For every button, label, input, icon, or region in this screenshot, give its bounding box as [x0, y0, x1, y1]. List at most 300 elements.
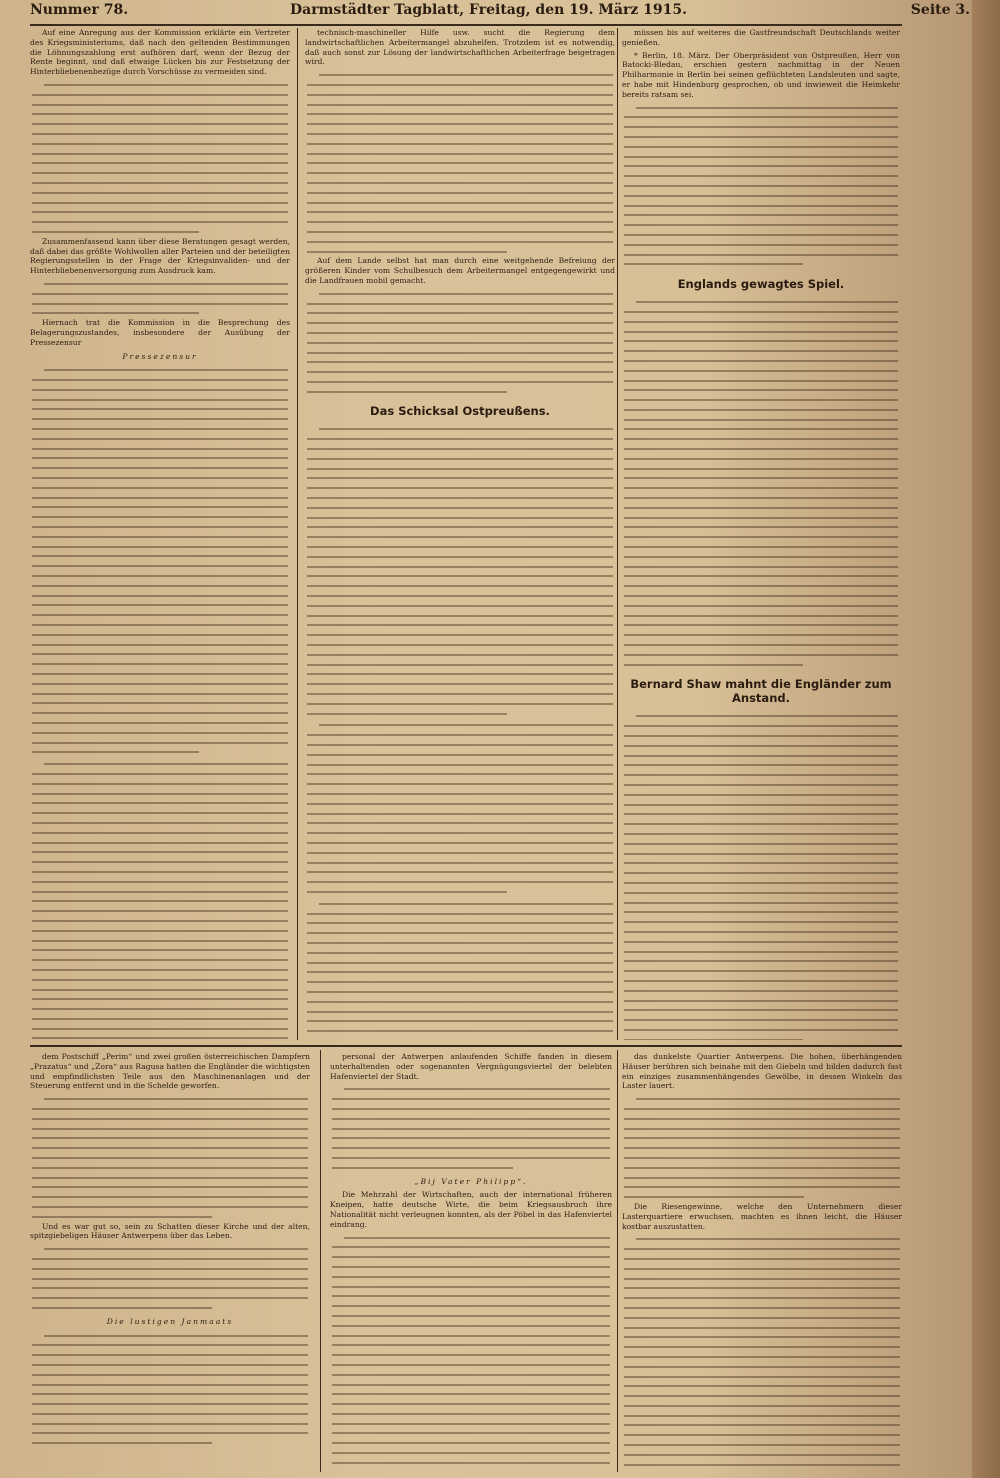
- text-line: [622, 721, 900, 731]
- text-line: [305, 958, 615, 968]
- text-line: [30, 444, 290, 454]
- text-line: [622, 1133, 902, 1143]
- text-line: [330, 1153, 612, 1163]
- text-line: [622, 1381, 902, 1391]
- text-line: [622, 356, 900, 366]
- text-line: [622, 483, 900, 493]
- text-line: [30, 630, 290, 640]
- text-line: [30, 119, 290, 129]
- text-block: [30, 365, 290, 757]
- text-line: [622, 760, 900, 770]
- text-line: [30, 738, 290, 748]
- article-paragraph: personal der Antwerpen anlaufenden Schiffe fanden in diesem unterhaltenden oder sogenannten Vergnügungsviertel der belebten Hafenviertel der Stadt.: [330, 1052, 612, 1081]
- text-line: [305, 948, 615, 958]
- text-line: [305, 611, 615, 621]
- text-line: [305, 601, 615, 611]
- text-block: [305, 720, 615, 896]
- text-line: [622, 660, 900, 670]
- text-line: [622, 454, 900, 464]
- text-line: [30, 896, 290, 906]
- text-line: [30, 1254, 310, 1264]
- text-line: [30, 434, 290, 444]
- text-line: [30, 600, 290, 610]
- text-line: [622, 1401, 902, 1411]
- text-line: [30, 1293, 310, 1303]
- text-line: [330, 1428, 612, 1438]
- text-line: [305, 80, 615, 90]
- text-line: [622, 1352, 902, 1362]
- text-line: [305, 938, 615, 948]
- text-line: [30, 728, 290, 738]
- text-line: [330, 1360, 612, 1370]
- text-line: [622, 1332, 902, 1342]
- text-line: [305, 119, 615, 129]
- text-line: [30, 289, 290, 299]
- text-line: [330, 1468, 612, 1472]
- article-paragraph: müssen bis auf weiteres die Gastfreundschaft Deutschlands weiter genießen.: [622, 28, 900, 47]
- text-line: [622, 1264, 902, 1274]
- text-line: [30, 838, 290, 848]
- text-line: [622, 297, 900, 307]
- text-line: [330, 1380, 612, 1390]
- text-line: [30, 1212, 310, 1222]
- text-line: [305, 858, 615, 868]
- text-line: [30, 759, 290, 769]
- text-line: [622, 1124, 902, 1134]
- text-line: [305, 308, 615, 318]
- text-line: [622, 152, 900, 162]
- text-line: [305, 828, 615, 838]
- text-line: [622, 741, 900, 751]
- text-line: [305, 799, 615, 809]
- text-line: [30, 1428, 310, 1438]
- text-line: [30, 867, 290, 877]
- text-line: [330, 1262, 612, 1272]
- text-line: [30, 610, 290, 620]
- column-6: [622, 1052, 902, 1472]
- subheading-janmaats: Die lustigen Janmaats: [106, 1316, 234, 1326]
- text-line: [622, 620, 900, 630]
- text-line: [622, 161, 900, 171]
- text-line: [305, 532, 615, 542]
- text-line: [622, 996, 900, 1006]
- text-line: [305, 899, 615, 909]
- text-block: [305, 424, 615, 718]
- text-line: [622, 839, 900, 849]
- text-line: [30, 100, 290, 110]
- text-line: [305, 1036, 615, 1040]
- text-line: [622, 181, 900, 191]
- text-block: [330, 1233, 612, 1472]
- text-line: [30, 798, 290, 808]
- text-line: [305, 809, 615, 819]
- text-line: [305, 247, 615, 257]
- text-line: [30, 1153, 310, 1163]
- text-line: [622, 849, 900, 859]
- text-line: [305, 207, 615, 217]
- text-line: [330, 1331, 612, 1341]
- text-line: [305, 1026, 615, 1036]
- text-line: [30, 1124, 310, 1134]
- text-line: [305, 109, 615, 119]
- text-line: [622, 751, 900, 761]
- masthead-date: Darmstädter Tagblatt, Freitag, den 19. März 1915.: [290, 2, 687, 18]
- text-line: [30, 955, 290, 965]
- text-line: [622, 1460, 902, 1470]
- text-line: [622, 1411, 902, 1421]
- text-line: [30, 1024, 290, 1034]
- text-line: [30, 1438, 310, 1448]
- text-line: [305, 348, 615, 358]
- text-line: [30, 483, 290, 493]
- text-line: [30, 1033, 290, 1040]
- text-line: [30, 129, 290, 139]
- text-line: [30, 502, 290, 512]
- text-line: [30, 1274, 310, 1284]
- text-line: [622, 1005, 900, 1015]
- column-1: [30, 28, 290, 1040]
- text-line: [305, 338, 615, 348]
- text-line: [305, 779, 615, 789]
- text-line: [622, 317, 900, 327]
- text-line: [330, 1350, 612, 1360]
- text-line: [622, 336, 900, 346]
- text-line: [305, 630, 615, 640]
- text-line: [305, 178, 615, 188]
- text-line: [30, 404, 290, 414]
- text-line: [30, 542, 290, 552]
- text-line: [622, 132, 900, 142]
- text-line: [622, 240, 900, 250]
- text-line: [30, 1014, 290, 1024]
- text-line: [622, 191, 900, 201]
- text-line: [622, 1391, 902, 1401]
- column-4: [30, 1052, 310, 1472]
- text-line: [622, 112, 900, 122]
- column-2: [305, 28, 615, 1040]
- text-line: [622, 986, 900, 996]
- text-line: [305, 289, 615, 299]
- text-block: [622, 711, 900, 1040]
- text-line: [305, 760, 615, 770]
- text-line: [305, 434, 615, 444]
- text-line: [30, 1409, 310, 1419]
- text-block: [622, 1234, 902, 1472]
- text-line: [30, 1399, 310, 1409]
- text-line: [622, 1035, 900, 1040]
- text-line: [305, 493, 615, 503]
- text-line: [30, 168, 290, 178]
- text-line: [305, 1007, 615, 1017]
- text-line: [30, 463, 290, 473]
- text-line: [305, 454, 615, 464]
- text-block: [622, 103, 900, 270]
- column-rule: [297, 28, 298, 1040]
- text-line: [305, 997, 615, 1007]
- article-paragraph: das dunkelste Quartier Antwerpens. Die hohen, überhängenden Häuser berühren sich beinahe mit den Giebeln und bilden dadurch fast ein einziges zusammenhängendes Gewölbe, in dessen Winkeln das Laster lauert.: [622, 1052, 902, 1091]
- text-line: [30, 1360, 310, 1370]
- text-line: [305, 887, 615, 897]
- text-line: [330, 1163, 612, 1173]
- text-line: [30, 916, 290, 926]
- text-line: [305, 168, 615, 178]
- text-line: [30, 1419, 310, 1429]
- text-line: [30, 581, 290, 591]
- text-block: [30, 1244, 310, 1313]
- text-line: [622, 809, 900, 819]
- text-line: [30, 779, 290, 789]
- text-line: [622, 640, 900, 650]
- text-line: [30, 385, 290, 395]
- text-line: [330, 1389, 612, 1399]
- text-line: [330, 1133, 612, 1143]
- issue-number: Nummer 78.: [30, 2, 129, 18]
- text-line: [305, 444, 615, 454]
- text-line: [305, 640, 615, 650]
- text-line: [30, 1340, 310, 1350]
- column-rule: [617, 1050, 618, 1472]
- text-line: [305, 689, 615, 699]
- text-line: [622, 103, 900, 113]
- text-line: [305, 158, 615, 168]
- text-line: [622, 327, 900, 337]
- text-line: [305, 699, 615, 709]
- text-line: [622, 858, 900, 868]
- text-line: [30, 493, 290, 503]
- text-line: [30, 1133, 310, 1143]
- text-block: [622, 1094, 902, 1202]
- text-line: [622, 503, 900, 513]
- text-line: [30, 375, 290, 385]
- text-line: [305, 620, 615, 630]
- text-line: [305, 769, 615, 779]
- text-line: [330, 1104, 612, 1114]
- article-paragraph: Zusammenfassend kann über diese Beratungen gesagt werden, daß dabei das größte Wohlwollen aller Parteien und der beteiligten Regierungsstellen in der Frage der Kriegsinvaliden- und der Hinterbliebenenversorgung zum Ausdruck kam.: [30, 236, 290, 276]
- text-line: [305, 709, 615, 719]
- text-line: [622, 259, 900, 269]
- text-line: [305, 730, 615, 740]
- text-block: [305, 289, 615, 397]
- page-number: Seite 3.: [910, 2, 970, 18]
- text-line: [622, 1293, 902, 1303]
- text-line: [622, 1114, 902, 1124]
- text-line: [30, 1114, 310, 1124]
- text-line: [330, 1094, 612, 1104]
- text-line: [622, 937, 900, 947]
- page-edge-shadow: [972, 0, 1000, 1478]
- text-line: [622, 405, 900, 415]
- text-line: [622, 1153, 902, 1163]
- text-line: [30, 847, 290, 857]
- text-line: [622, 1192, 902, 1202]
- text-line: [622, 220, 900, 230]
- text-line: [622, 1342, 902, 1352]
- text-line: [622, 307, 900, 317]
- text-line: [622, 790, 900, 800]
- subheading-pressezensur: Pressezensur: [122, 351, 198, 361]
- text-line: [622, 917, 900, 927]
- text-line: [30, 571, 290, 581]
- text-line: [30, 994, 290, 1004]
- text-line: [622, 1450, 902, 1460]
- text-line: [622, 819, 900, 829]
- text-line: [305, 740, 615, 750]
- text-line: [305, 928, 615, 938]
- text-line: [305, 188, 615, 198]
- text-block: [305, 899, 615, 1040]
- article-paragraph: Hiernach trat die Kommission in die Besprechung des Belagerungszustandes, insbesondere der Ausübung der Pressezensur: [30, 318, 290, 347]
- text-line: [30, 1370, 310, 1380]
- text-line: [30, 561, 290, 571]
- text-line: [30, 109, 290, 119]
- text-line: [305, 227, 615, 237]
- text-line: [330, 1399, 612, 1409]
- text-line: [30, 207, 290, 217]
- article-paragraph: * Berlin, 18. März. Der Oberpräsident von Ostpreußen, Herr von Batocki-Bledau, erschien gestern nachmittag in der Neuen Philharmonie in Berlin bei seinen geflüchteten Landsleuten und sagte, er habe mit Hindenburg gesprochen, ob und inwieweit die Heimkehr bereits ratsam sei.: [622, 50, 900, 99]
- text-line: [305, 522, 615, 532]
- column-5: [330, 1052, 612, 1472]
- text-line: [305, 139, 615, 149]
- text-line: [622, 966, 900, 976]
- text-line: [622, 1015, 900, 1025]
- text-line: [305, 867, 615, 877]
- text-block: [30, 1331, 310, 1449]
- text-line: [30, 365, 290, 375]
- text-line: [330, 1291, 612, 1301]
- text-line: [622, 770, 900, 780]
- text-line: [30, 789, 290, 799]
- text-line: [305, 70, 615, 80]
- text-line: [30, 308, 290, 318]
- header-rule: [30, 24, 902, 26]
- text-line: [30, 985, 290, 995]
- text-line: [330, 1311, 612, 1321]
- text-line: [30, 1173, 310, 1183]
- text-line: [622, 878, 900, 888]
- text-line: [622, 434, 900, 444]
- text-line: [330, 1458, 612, 1468]
- text-line: [30, 299, 290, 309]
- text-line: [305, 129, 615, 139]
- text-line: [330, 1242, 612, 1252]
- text-line: [305, 918, 615, 928]
- text-line: [30, 1192, 310, 1202]
- text-line: [622, 513, 900, 523]
- text-line: [30, 1331, 310, 1341]
- text-line: [30, 649, 290, 659]
- text-line: [30, 1143, 310, 1153]
- text-line: [30, 679, 290, 689]
- text-line: [30, 1182, 310, 1192]
- text-line: [330, 1084, 612, 1094]
- text-line: [305, 720, 615, 730]
- text-line: [622, 780, 900, 790]
- text-line: [30, 473, 290, 483]
- text-line: [622, 581, 900, 591]
- text-line: [30, 926, 290, 936]
- text-line: [305, 464, 615, 474]
- text-block: [305, 70, 615, 256]
- text-line: [622, 171, 900, 181]
- text-line: [622, 250, 900, 260]
- text-line: [622, 444, 900, 454]
- section-rule: [30, 1045, 902, 1047]
- text-line: [305, 198, 615, 208]
- text-line: [305, 217, 615, 227]
- text-line: [305, 483, 615, 493]
- text-line: [30, 747, 290, 757]
- text-line: [305, 237, 615, 247]
- text-line: [305, 571, 615, 581]
- text-line: [30, 512, 290, 522]
- text-line: [30, 532, 290, 542]
- text-line: [622, 552, 900, 562]
- text-line: [622, 210, 900, 220]
- text-line: [30, 1389, 310, 1399]
- text-line: [622, 1173, 902, 1183]
- text-line: [622, 424, 900, 434]
- text-line: [622, 464, 900, 474]
- text-line: [305, 424, 615, 434]
- text-line: [305, 387, 615, 397]
- text-line: [305, 660, 615, 670]
- text-line: [622, 473, 900, 483]
- text-line: [305, 562, 615, 572]
- text-line: [30, 945, 290, 955]
- text-line: [30, 1283, 310, 1293]
- text-line: [622, 1469, 902, 1472]
- text-line: [330, 1448, 612, 1458]
- text-line: [30, 1244, 310, 1254]
- text-line: [30, 689, 290, 699]
- text-line: [30, 659, 290, 669]
- text-line: [622, 1244, 902, 1254]
- text-line: [30, 818, 290, 828]
- text-line: [30, 178, 290, 188]
- headline-shaw: Bernard Shaw mahnt die Engländer zum Anstand.: [630, 677, 892, 706]
- text-line: [305, 909, 615, 919]
- text-line: [30, 808, 290, 818]
- article-paragraph: Auf eine Anregung aus der Kommission erklärte ein Vertreter des Kriegsministeriums, daß nach den geltenden Bestimmungen die Löhnungszahlung erst aufhören darf, wenn der Bezug der Rente beginnt, und daß etwaige Lücken bis zur Festsetzung der Hinterbliebenenbezüge durch Vorschüsse zu vermeiden sind.: [30, 28, 290, 77]
- text-line: [305, 789, 615, 799]
- text-line: [622, 898, 900, 908]
- text-line: [305, 581, 615, 591]
- text-line: [30, 188, 290, 198]
- text-line: [622, 522, 900, 532]
- text-line: [30, 90, 290, 100]
- text-line: [305, 90, 615, 100]
- text-line: [330, 1370, 612, 1380]
- text-line: [305, 669, 615, 679]
- text-block: [30, 279, 290, 318]
- text-line: [30, 906, 290, 916]
- text-line: [622, 731, 900, 741]
- text-line: [30, 718, 290, 728]
- text-line: [622, 415, 900, 425]
- article-paragraph: dem Postschiff „Perim“ und zwei großen österreichischen Dampfern „Prazatus“ und „Zora“ aus Ragusa hatten die Engländer die wichtigsten und empfindlichsten Teile aus den Maschinenanlagen und der Steuerung entfernt und in die Schelde geworfen.: [30, 1052, 310, 1091]
- headline-ostpreussen: Das Schicksal Ostpreußens.: [370, 404, 550, 419]
- text-line: [622, 829, 900, 839]
- text-line: [622, 1163, 902, 1173]
- text-line: [30, 698, 290, 708]
- text-line: [30, 591, 290, 601]
- text-line: [30, 620, 290, 630]
- text-line: [305, 848, 615, 858]
- text-line: [30, 965, 290, 975]
- text-line: [30, 1163, 310, 1173]
- text-line: [622, 366, 900, 376]
- text-line: [622, 1313, 902, 1323]
